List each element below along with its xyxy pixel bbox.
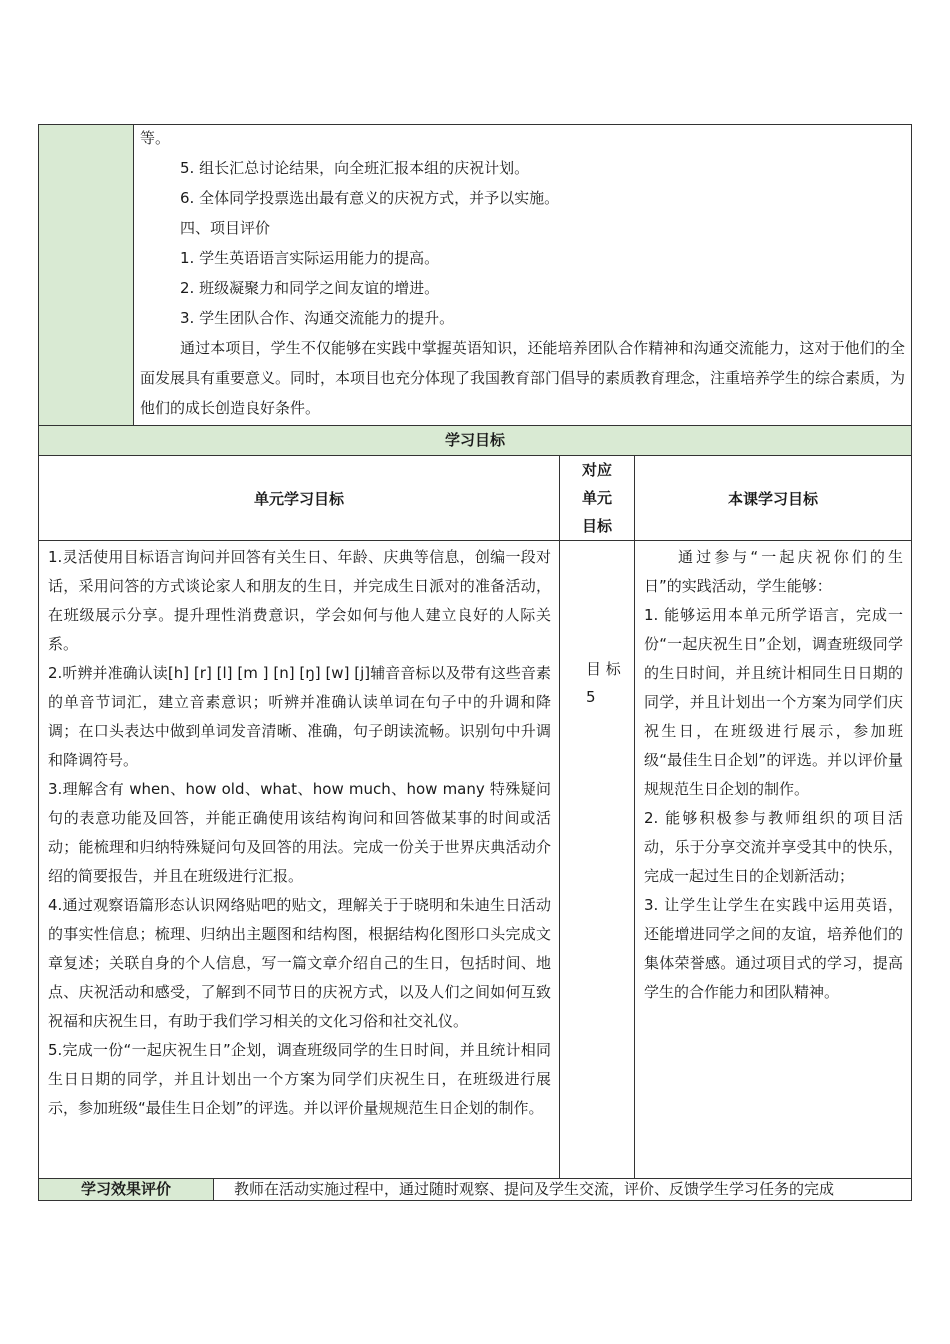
mapping-header-line-3: 目标 — [581, 517, 612, 535]
plan-step-5: 5. 组长汇总讨论结果，向全班汇报本组的庆祝计划。 — [180, 159, 530, 177]
lesson-goal-3: 3. 让学生让学生在实践中运用英语，还能增进同学之间的友谊，培养他们的集体荣誉感。通过项目式的学习，提高学生的合作能力和团队精神。 — [644, 896, 903, 1001]
continuation-text: 等。 — [140, 129, 171, 147]
unit-goal-2: 2.听辨并准确认读[h] [r] [l] [m ] [n] [ŋ] [w] [j]辅音音标以及带有这些音素的单音节词汇，建立音素意识；听辨并准确认读单词在句子中的升调和降调；在口头表达中做到单词发音清晰、准确，句子朗读流畅。识别句中升调和降调符号。 — [48, 664, 551, 769]
goals-body-row — [38, 540, 912, 1178]
mapping-text: 目 标 — [586, 660, 621, 678]
evaluation-row — [38, 1178, 912, 1201]
lesson-goal-1: 1. 能够运用本单元所学语言，完成一份“一起庆祝生日”企划，调查班级同学的生日时间，并且统计相同生日日期的同学，并且计划出一个方案为同学们庆祝生日，在班级进行展示，参加班级“最佳生日企划”的评选。并以评价量规规范生日企划的制作。 — [644, 606, 903, 798]
evaluation-item-3: 3. 学生团队合作、沟通交流能力的提升。 — [180, 309, 455, 327]
lesson-goal-2: 2. 能够积极参与教师组织的项目活动，乐于分享交流并享受其中的快乐，完成一起过生日的企划新活动； — [644, 809, 903, 885]
mapping-header — [560, 456, 635, 540]
lesson-plan-page — [38, 124, 912, 1201]
project-plan-content — [134, 123, 911, 425]
unit-goals-header: 单元学习目标 — [39, 456, 560, 540]
unit-goal-1: 1.灵活使用目标语言询问并回答有关生日、年龄、庆典等信息，创编一段对话，采用问答的方式谈论家人和朋友的生日，并完成生日派对的准备活动，在班级展示分享。提升理性消费意识，学会如何与他人建立良好的人际关系。 — [48, 548, 551, 653]
mapping-number: 5 — [586, 688, 596, 706]
lesson-goals-cell — [635, 541, 911, 1178]
section-title: 学习目标 — [38, 425, 912, 455]
evaluation-label: 学习效果评价 — [39, 1179, 214, 1200]
project-plan-block — [38, 124, 912, 425]
lesson-goals-intro: 通过参与“一起庆祝你们的生日”的实践活动，学生能够： — [644, 548, 903, 595]
unit-goal-5: 5.完成一份“一起庆祝生日”企划，调查班级同学的生日时间，并且统计相同生日日期的同学，并且计划出一个方案为同学们庆祝生日，在班级进行展示，参加班级“最佳生日企划”的评选。并以评价量规规范生日企划的制作。 — [48, 1041, 551, 1117]
lesson-goals-header: 本课学习目标 — [727, 489, 818, 508]
goals-header-row — [38, 455, 912, 540]
mapping-cell — [560, 541, 635, 1178]
evaluation-item-1: 1. 学生英语语言实际运用能力的提高。 — [180, 249, 440, 267]
evaluation-item-2: 2. 班级凝聚力和同学之间友谊的增进。 — [180, 279, 440, 297]
row-label-cell — [39, 125, 134, 425]
evaluation-text: 教师在活动实施过程中，通过随时观察、提问及学生交流，评价、反馈学生学习任务的完成 — [234, 1180, 835, 1198]
mapping-header-line-2: 单元 — [581, 489, 612, 507]
plan-step-6: 6. 全体同学投票选出最有意义的庆祝方式，并予以实施。 — [180, 189, 560, 207]
evaluation-heading: 四、项目评价 — [180, 219, 271, 237]
unit-goals-cell — [39, 541, 560, 1178]
mapping-header-line-1: 对应 — [581, 461, 612, 479]
unit-goal-4: 4.通过观察语篇形态认识网络贴吧的贴文，理解关于于晓明和朱迪生日活动的事实性信息；梳理、归纳出主题图和结构图，根据结构化图形口头完成文章复述；关联自身的个人信息，写一篇文章介绍自己的生日，包括时间、地点、庆祝活动和感受，了解到不同节日的庆祝方式，以及人们之间如何互致祝福和庆祝生日，有助于我们学习相关的文化习俗和社交礼仪。 — [48, 896, 551, 1030]
unit-goal-3: 3.理解含有 when、how old、what、how much、how many 特殊疑问句的表意功能及回答，并能正确使用该结构询问和回答做某事的时间或活动；能梳理和归纳特殊疑问句及回答的用法。完成一份关于世界庆典活动介绍的简要报告，并且在班级进行汇报。 — [48, 780, 551, 885]
summary-paragraph: 通过本项目，学生不仅能够在实践中掌握英语知识，还能培养团队合作精神和沟通交流能力，这对于他们的全面发展具有重要意义。同时，本项目也充分体现了我国教育部门倡导的素质教育理念，注重培养学生的综合素质，为他们的成长创造良好条件。 — [140, 339, 906, 417]
